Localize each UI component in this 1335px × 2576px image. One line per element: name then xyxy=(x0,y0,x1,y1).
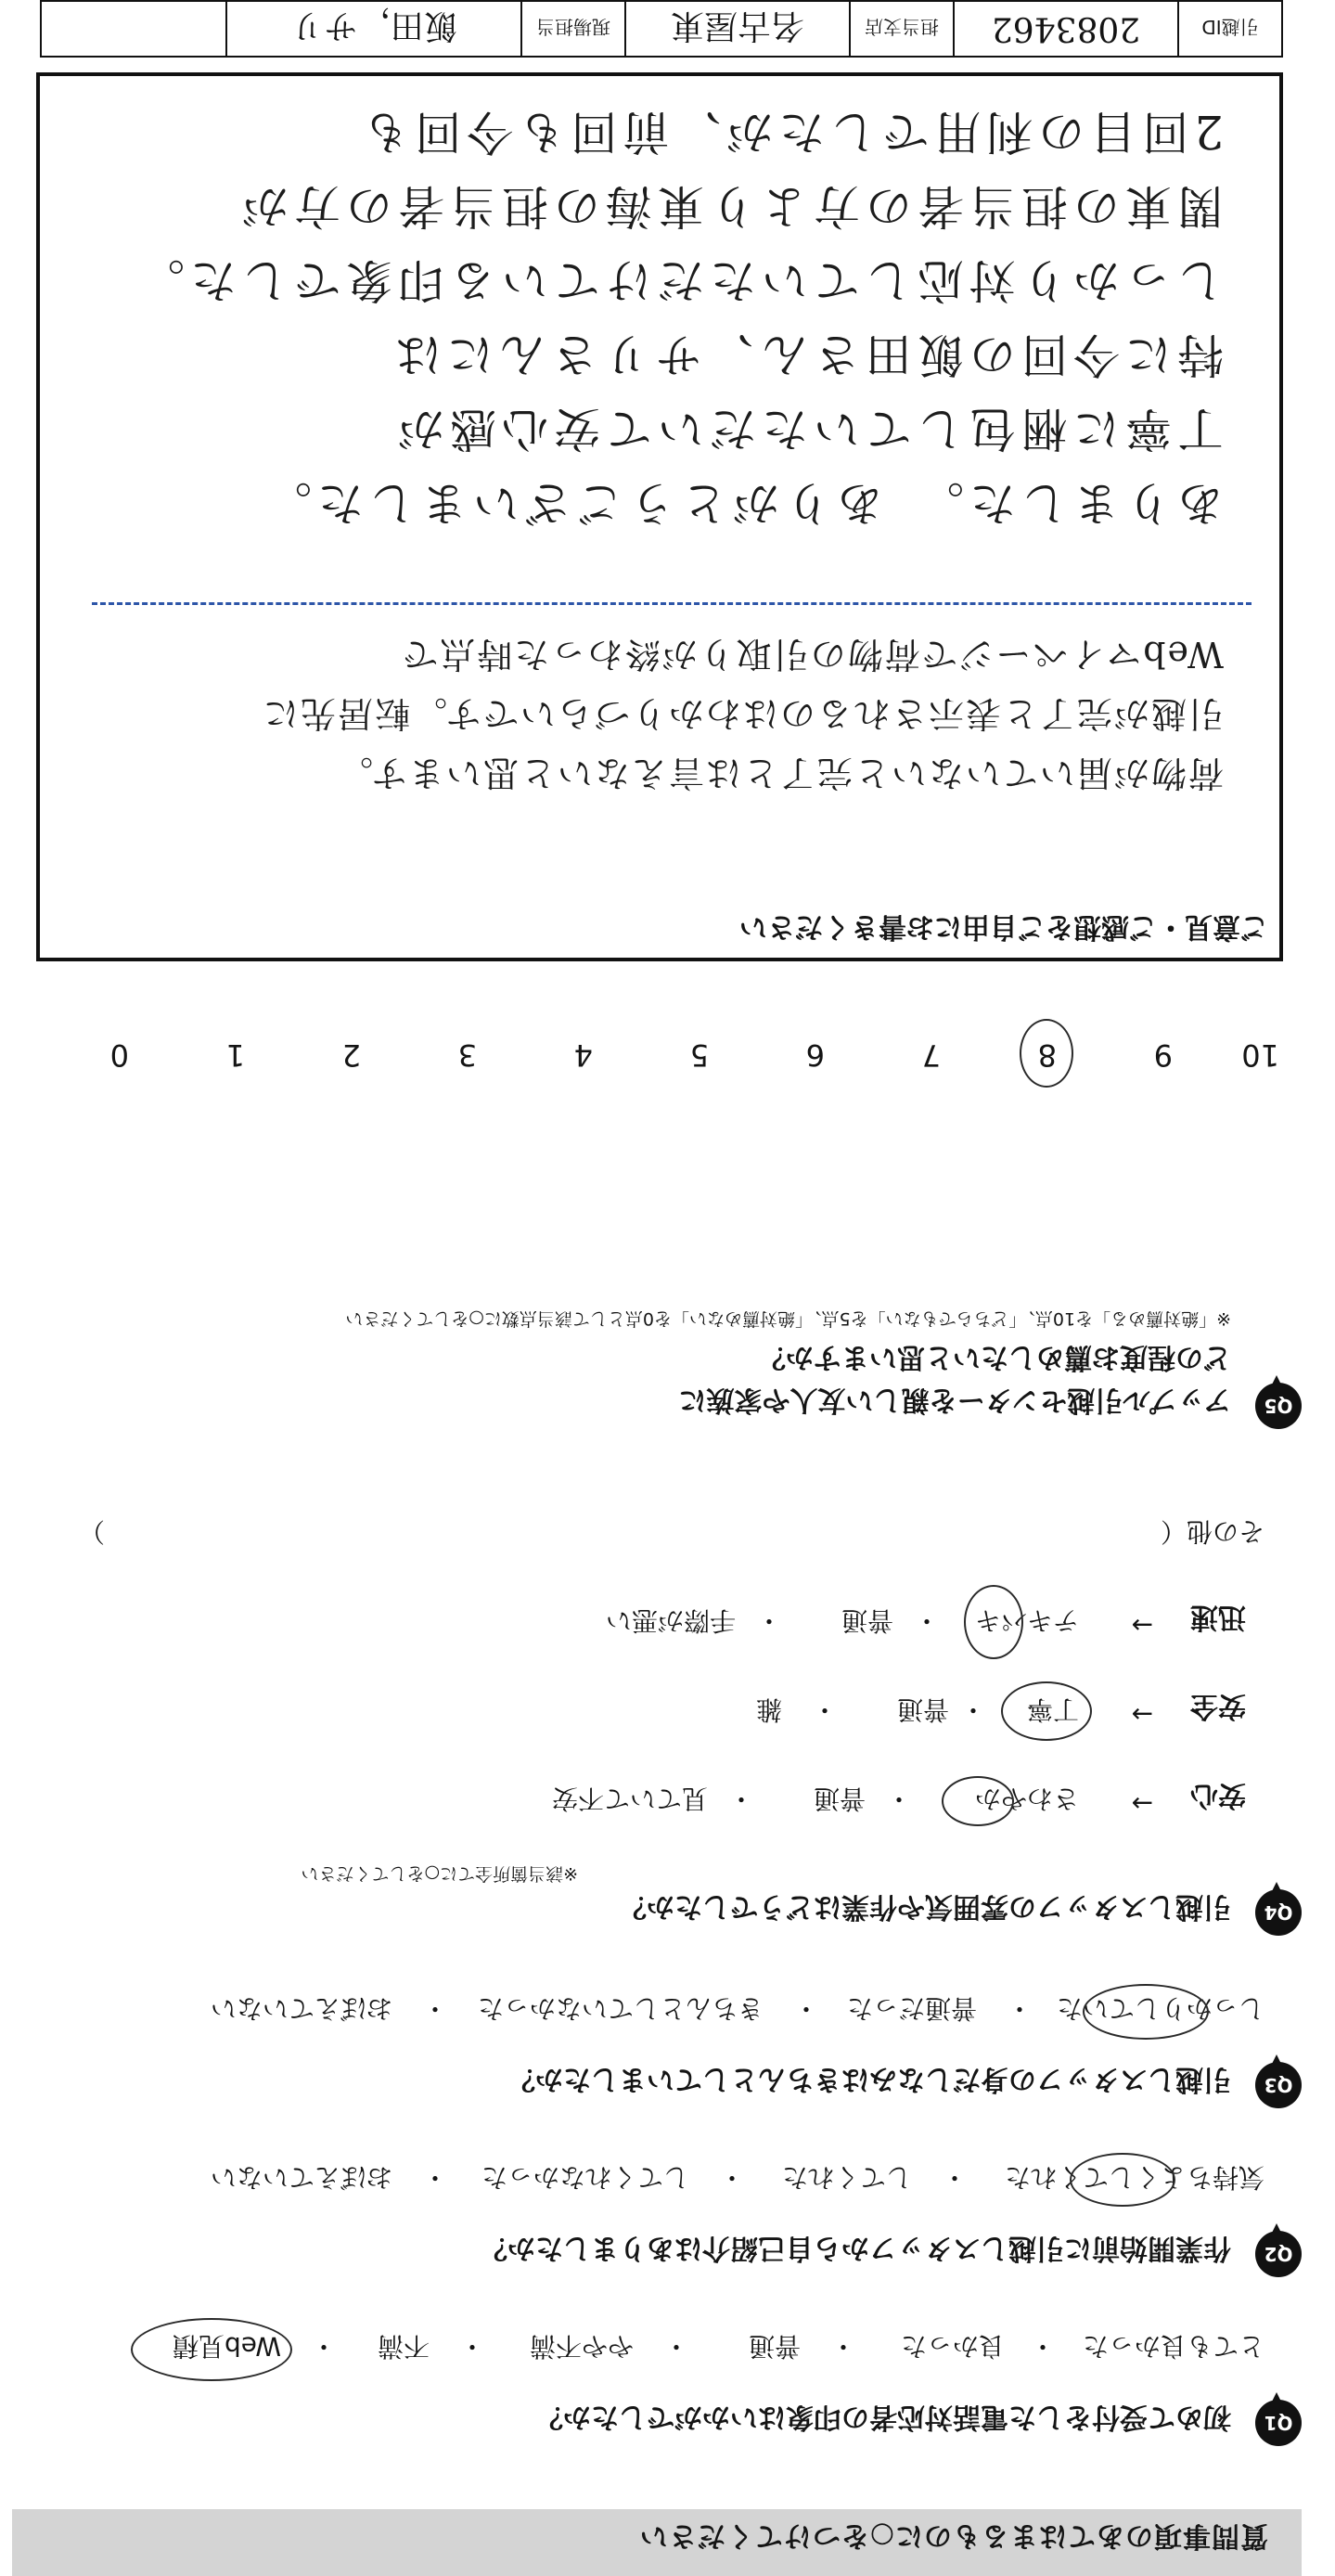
scale-5[interactable]: 5 xyxy=(689,1037,709,1073)
scale-0[interactable]: 0 xyxy=(109,1037,129,1073)
q4-option[interactable]: 普通 xyxy=(896,1694,949,1725)
q1-badge-tail-icon xyxy=(1270,2392,1283,2405)
scale-1[interactable]: 1 xyxy=(225,1037,245,1073)
q1-option[interactable]: 良かった xyxy=(900,2331,1005,2362)
staff-comment-line: 引越が完了と表示されるのはわかりづらいです。転居先に xyxy=(262,693,1224,734)
q3-option[interactable]: きちんとしていなかった xyxy=(477,1993,764,2024)
q1-selection-circle xyxy=(131,2318,292,2381)
leader-label: 現場担当 xyxy=(520,2,624,56)
q4-row-label: 安全 xyxy=(1190,1690,1246,1722)
q2-text: 作業開始前に引越しスタッフから自己紹介はありましたか？ xyxy=(480,2232,1231,2264)
q4-option-selected[interactable]: さわやか xyxy=(974,1784,1079,1814)
arrow-right-icon: → xyxy=(1131,1699,1153,1730)
q5-text-line1: アップル引越センターを親しい友人や家族に xyxy=(678,1384,1231,1416)
q1-text: 初めて受付をした電話対応者の印象はいかがでしたか？ xyxy=(535,2401,1231,2433)
q3-option[interactable]: おぼえていない xyxy=(210,1993,392,2024)
q3-option[interactable]: 普通だった xyxy=(846,1993,977,2024)
q2-option-selected[interactable]: 気持ちよくしてくれた xyxy=(1004,2162,1264,2193)
q5-selection-circle xyxy=(1020,1019,1073,1088)
q4-option[interactable]: 普通 xyxy=(841,1605,893,1636)
comment-title: ご意見・ご感想をご自由にお書きください xyxy=(739,910,1268,943)
scale-4[interactable]: 4 xyxy=(573,1037,593,1073)
id-table-spacer xyxy=(42,2,225,56)
scale-8[interactable]: 8 xyxy=(1037,1037,1057,1073)
leader-value: 飯田，サリ xyxy=(225,2,520,56)
q1-option-selected[interactable]: Web見積 xyxy=(172,2331,281,2362)
q1-option[interactable]: 普通 xyxy=(748,2331,801,2362)
q5-badge: Q5 xyxy=(1255,1383,1302,1429)
q3-badge-tail-icon xyxy=(1270,2054,1283,2067)
instruction-bar xyxy=(12,2509,1302,2576)
scale-10[interactable]: 10 xyxy=(1241,1037,1279,1073)
survey-card: 質問事項のあてはまるものに○をつけてください Q1 初めて受付をした電話対応者の印象はいかがでしたか？ とても良かった ・ 良かった ・ 普通 ・ やや不満 ・ 不満 ・ Web見積 Q2 作業開始前に引越しスタッフから自己紹介はありましたか？ 気持ちよくしてくれた ・ してくれた ・ してくれなかった ・ おぼえていない Q3 引越しスタッフの身だしなみはきちんとしていましたか？ しっかりしていた ・ 普通だった ・ きちんとしていなかった ・ おぼえていない Q4 引越しスタッフの雰囲気や作業はどうでしたか？ ※該当箇所全てに○をしてください 安心 → さわやか ・ 普通 ・ 見ていて不安 安全 → 丁寧 ・ 普通 ・ 雑 迅速 → テキパキ ・ 普通 ・ 手際が悪い その他（ ） Q5 アップル引越センターを親しい友人や家族に どの程度お薦めしたいと思いますか？ ※「絶対薦める」を10点、「どちらでもない」を5点、「絶対薦めない」を0点として該当点数に○をしてください 10 9 8 7 6 5 4 3 2 1 0 ご意見・ご感想をご自由にお書きください 2回目の利用でしたが、前回も今回も 関東の担当者の方より東海の担当者の方が しっかり対応していただけている印象でした。 特に今回の飯田さん、サリさんには 丁寧に梱包していただいて安心感が ありました。 ありがとうございました。 Webマイページで荷物の引取りが終わった時点で 引越が完了と表示されるのはわかりづらいです。転居先に 荷物が届いていないと完了とは言えないと思います。 引越ID 2083462 担当支店 名古屋東 現場担当 飯田，サリ xyxy=(0,0,1335,2576)
staff-comment-line: 荷物が届いていないと完了とは言えないと思います。 xyxy=(336,753,1224,793)
q2-option[interactable]: おぼえていない xyxy=(210,2162,392,2193)
q4-option[interactable]: 見ていて不安 xyxy=(551,1784,708,1814)
q4-option-selected[interactable]: 丁寧 xyxy=(1026,1694,1079,1725)
q4-other-label: その他（ xyxy=(1160,1516,1264,1547)
q2-badge: Q2 xyxy=(1255,2231,1302,2277)
id-label: 引越ID xyxy=(1177,2,1281,56)
q3-text: 引越しスタッフの身だしなみはきちんとしていましたか？ xyxy=(507,2063,1231,2095)
q4-option-selected[interactable]: テキパキ xyxy=(974,1605,1079,1636)
branch-value: 名古屋東 xyxy=(624,2,849,56)
q4-badge: Q4 xyxy=(1255,1889,1302,1936)
q4-row-label: 安心 xyxy=(1190,1779,1246,1811)
q5-note: ※「絶対薦める」を10点、「どちらでもない」を5点、「絶対薦めない」を0点として該当点数に○をしてください xyxy=(345,1308,1231,1329)
q1-badge: Q1 xyxy=(1255,2400,1302,2446)
scale-9[interactable]: 9 xyxy=(1153,1037,1173,1073)
scale-2[interactable]: 2 xyxy=(341,1037,361,1073)
q1-option[interactable]: やや不満 xyxy=(529,2331,634,2362)
q4-other-close: ） xyxy=(78,1516,105,1547)
q2-selection-circle xyxy=(1070,2153,1175,2207)
scale-3[interactable]: 3 xyxy=(457,1037,477,1073)
instruction-text: 質問事項のあてはまるものに○をつけてください xyxy=(638,2519,1268,2552)
q3-badge: Q3 xyxy=(1255,2062,1302,2108)
comment-line: ありました。 ありがとうございました。 xyxy=(260,476,1224,530)
q2-option[interactable]: してくれた xyxy=(781,2162,912,2193)
q4-option[interactable]: 雑 xyxy=(755,1694,782,1725)
q4-text: 引越しスタッフの雰囲気や作業はどうでしたか？ xyxy=(619,1890,1231,1923)
q5-scale xyxy=(73,1036,1279,1073)
q4-note: ※該当箇所全てに○をしてください xyxy=(301,1863,578,1884)
comment-divider xyxy=(92,602,1252,605)
q5-text-line2: どの程度お薦めしたいと思いますか？ xyxy=(758,1341,1231,1373)
branch-label: 担当支店 xyxy=(849,2,953,56)
comment-box[interactable] xyxy=(36,72,1283,961)
id-value: 2083462 xyxy=(953,2,1177,56)
q3-option-selected[interactable]: しっかりしていた xyxy=(1056,1993,1264,2024)
q4-option[interactable]: 手際が悪い xyxy=(605,1605,736,1636)
comment-line: 2回目の利用でしたが、前回も今回も xyxy=(357,105,1224,159)
q1-option[interactable]: 不満 xyxy=(377,2331,430,2362)
q4-row-label: 迅速 xyxy=(1190,1601,1246,1633)
comment-line: 丁寧に梱包していただいて安心感が xyxy=(392,402,1224,456)
q4-badge-tail-icon xyxy=(1270,1882,1283,1895)
q4-selection-circle xyxy=(942,1776,1014,1826)
q4-selection-circle xyxy=(1001,1681,1092,1741)
q4-selection-circle xyxy=(964,1585,1023,1659)
scale-6[interactable]: 6 xyxy=(805,1037,825,1073)
scale-7[interactable]: 7 xyxy=(921,1037,941,1073)
q2-option[interactable]: してくれなかった xyxy=(481,2162,689,2193)
q4-option[interactable]: 普通 xyxy=(813,1784,866,1814)
q3-selection-circle xyxy=(1083,1984,1209,2040)
q1-option[interactable]: とても良かった xyxy=(1082,2331,1264,2362)
comment-line: しっかり対応していただけている印象でした。 xyxy=(133,253,1224,307)
arrow-right-icon: → xyxy=(1131,1610,1153,1641)
q2-badge-tail-icon xyxy=(1270,2223,1283,2236)
id-table xyxy=(40,0,1283,58)
comment-line: 関東の担当者の方より東海の担当者の方が xyxy=(237,179,1224,233)
arrow-right-icon: → xyxy=(1131,1788,1153,1819)
comment-line: 特に今回の飯田さん、サリさんには xyxy=(390,328,1224,381)
staff-comment-line: Webマイページで荷物の引取りが終わった時点で xyxy=(401,634,1224,675)
q5-badge-tail-icon xyxy=(1270,1375,1283,1388)
